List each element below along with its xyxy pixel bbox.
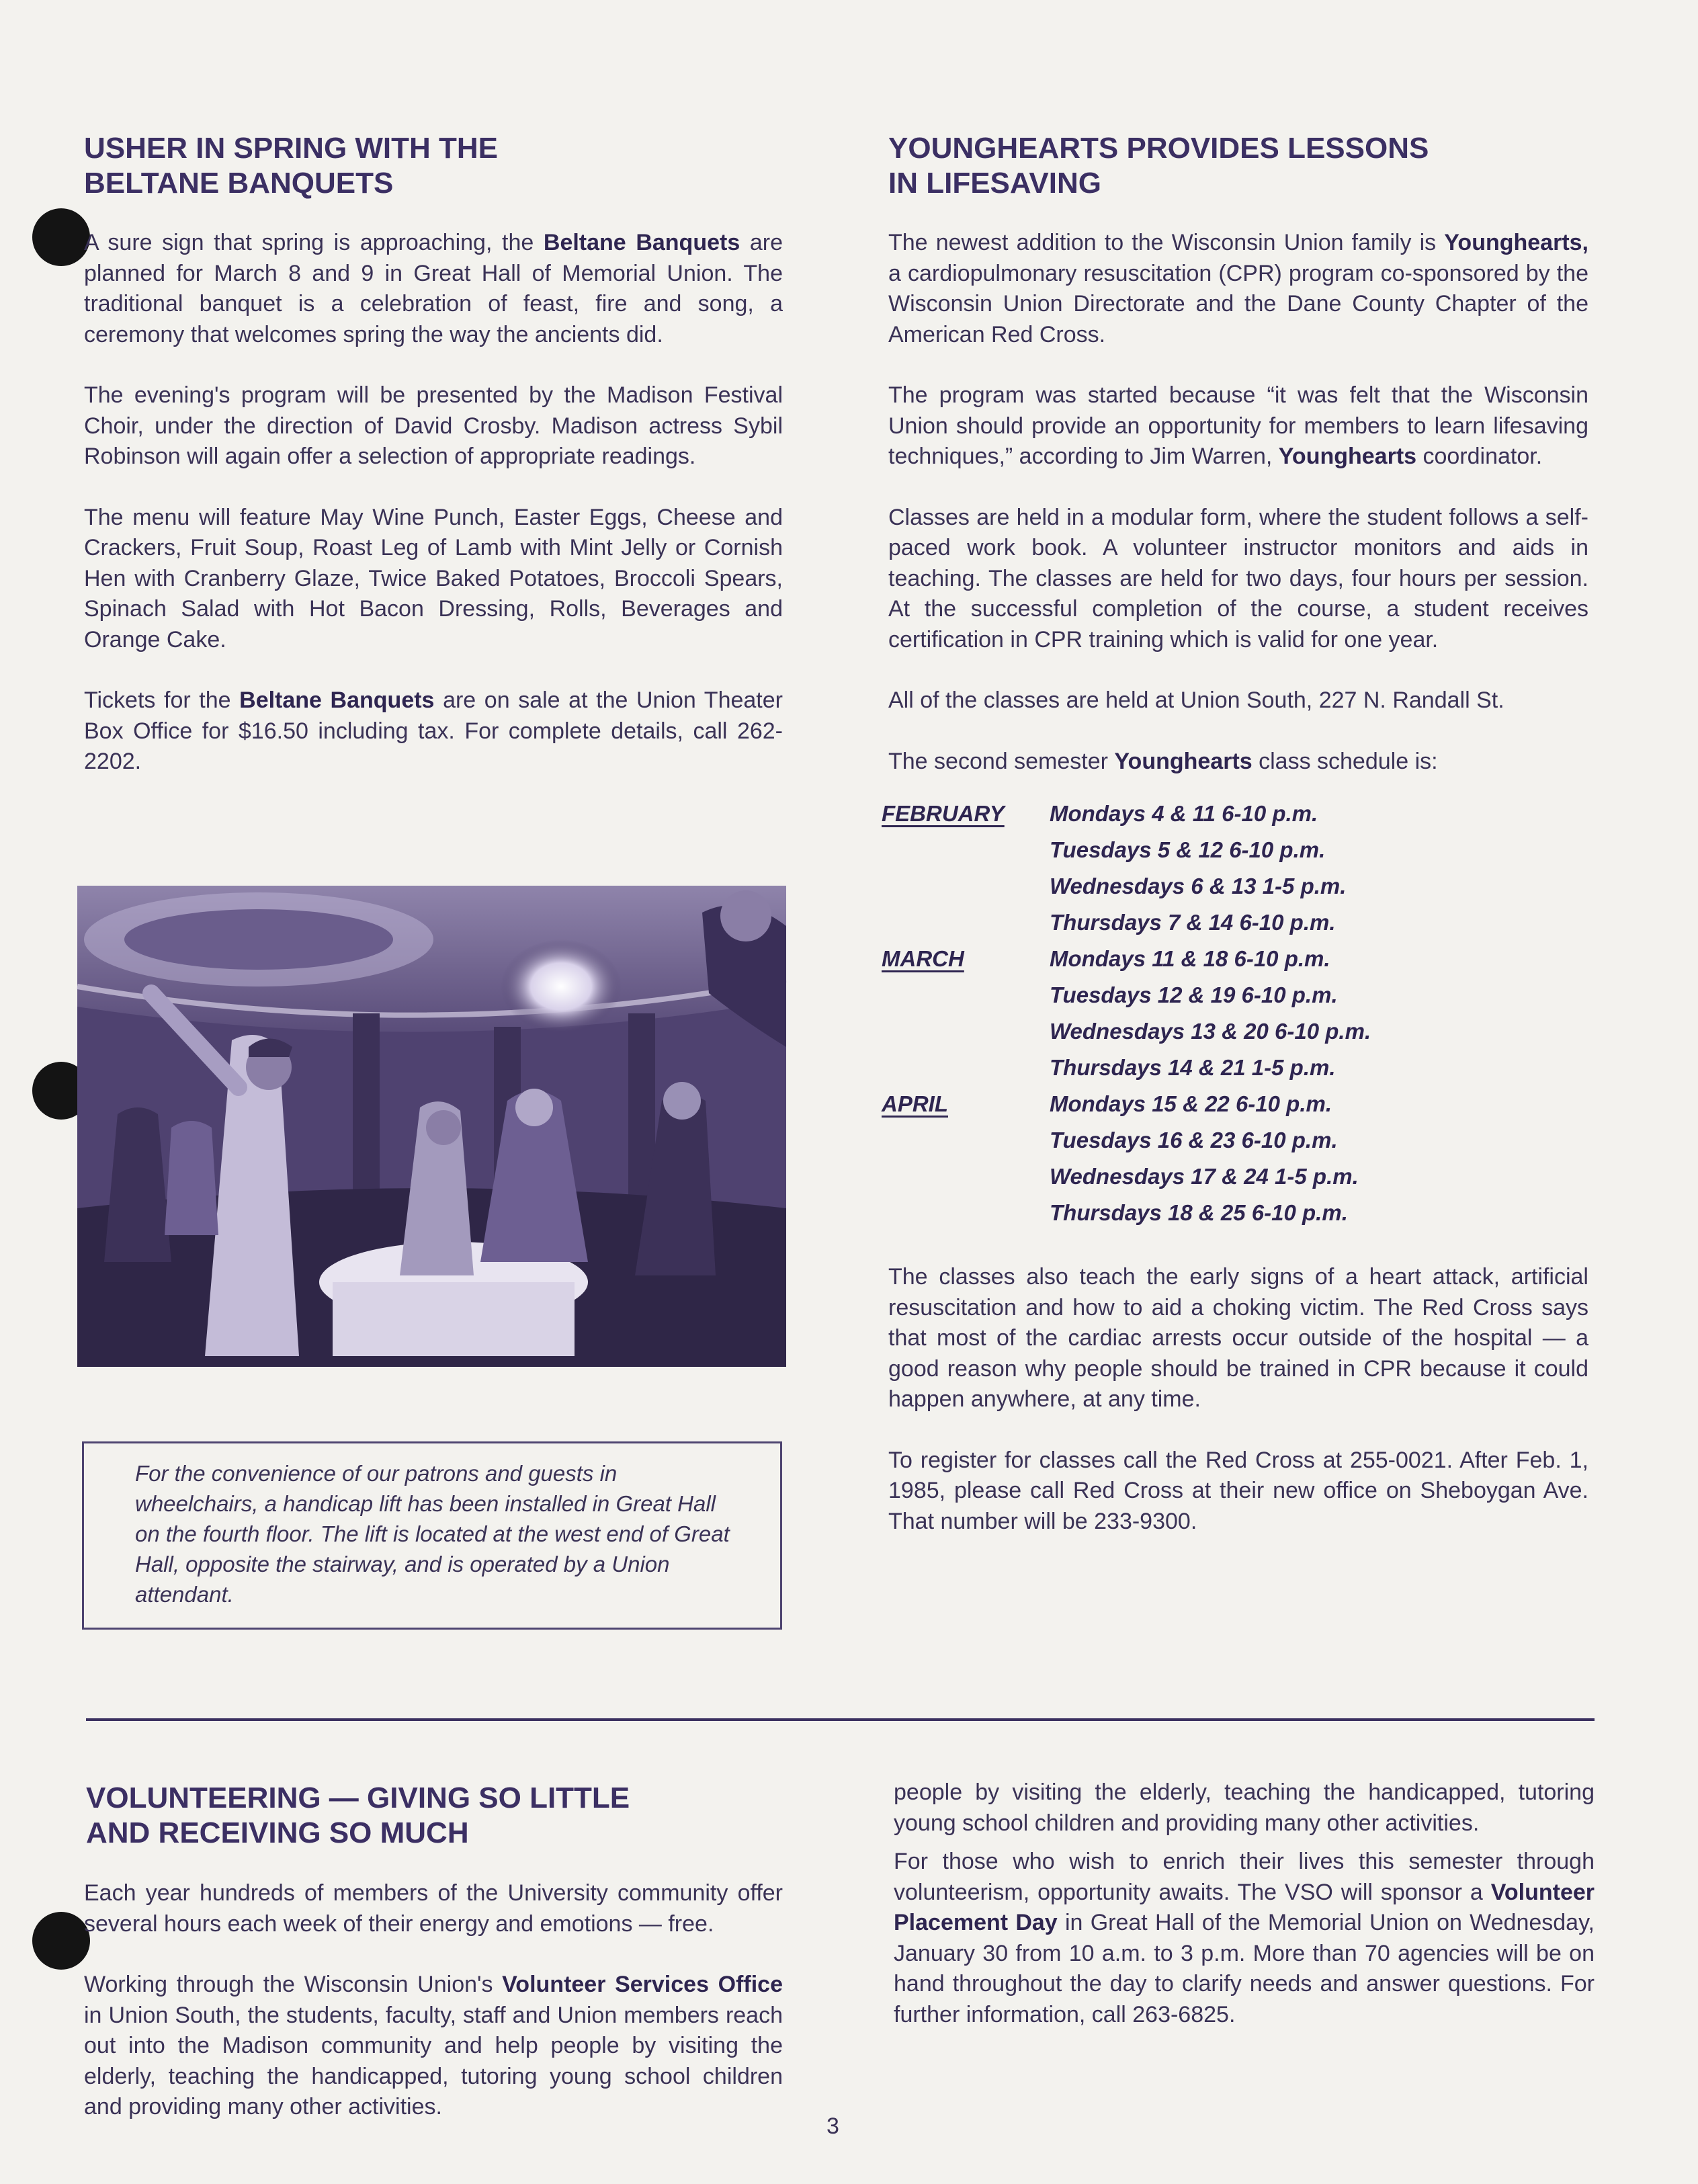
- schedule-entry: Tuesdays 12 & 19 6-10 p.m.: [1050, 982, 1338, 1007]
- younghearts-paragraph-7: To register for classes call the Red Cross at 255-0021. After Feb. 1, 1985, please call Red Cross at their new office on Sheboygan Ave. That number will be 233-9300.: [888, 1447, 1588, 1534]
- volunteering-column-left: [84, 1878, 783, 2119]
- beltane-article: [84, 131, 783, 808]
- schedule-month-february: FEBRUARY: [882, 801, 1005, 826]
- handicap-lift-notice-text: For the convenience of our patrons and guests in wheelchairs, a handicap lift has been installed in Great Hall on the fourth floor. The lift is located at the west end of Great Hall, opposite the stairway, and is operated by a Union attendant.: [135, 1461, 730, 1607]
- page-number: 3: [826, 2113, 839, 2139]
- volunteering-paragraph-3: For those who wish to enrich their lives this semester through volunteerism, opportunity awaits. The VSO will sponsor a Volunteer Placement Day in Great Hall of the Memorial Union on Wednesday, January 30 from 10 a.m. to 3 p.m. More than 70 agencies will be on hand throughout the day to clarify needs and answer questions. For further information, call 263-6825.: [894, 1849, 1595, 2027]
- beltane-paragraph-3: The menu will feature May Wine Punch, Easter Eggs, Cheese and Crackers, Fruit Soup, Roast Leg of Lamb with Mint Jelly or Cornish Hen with Cranberry Glaze, Twice Baked Potatoes, Broccoli Spears, Spinach Salad with Hot Bacon Dressing, Rolls, Beverages and Orange Cake.: [84, 504, 783, 653]
- schedule-row: [882, 1159, 1588, 1195]
- younghearts-paragraph-6: The classes also teach the early signs of a heart attack, artificial resuscitation and how to aid a choking victim. The Red Cross says that most of the cardiac arrests occur outside of the hospital — a good reason why people should be trained in CPR because it could happen anywhere, at any time.: [888, 1264, 1588, 1412]
- volunteering-heading: [86, 1781, 785, 1851]
- schedule-entry: Mondays 11 & 18 6-10 p.m.: [1050, 946, 1330, 971]
- volunteering-paragraph-2-continued: people by visiting the elderly, teaching the handicapped, tutoring young school children and providing many other activities.: [894, 1779, 1595, 1836]
- volunteering-paragraph-2: Working through the Wisconsin Union's Volunteer Services Office in Union South, the students, faculty, staff and Union members reach out into the Madison community and help people by visiting the elderly, teaching the handicapped, tutoring young school children and providing many other activities.: [84, 1972, 783, 2119]
- volunteering-paragraph-1: Each year hundreds of members of the University community offer several hours each week of their energy and emotions — free.: [84, 1880, 783, 1937]
- schedule-month-april: APRIL: [882, 1091, 948, 1116]
- volunteering-heading-line1: VOLUNTEERING — GIVING SO LITTLE: [86, 1781, 630, 1814]
- schedule-entry: Thursdays 14 & 21 1-5 p.m.: [1050, 1055, 1336, 1080]
- younghearts-paragraph-4: All of the classes are held at Union South, 227 N. Randall St.: [888, 687, 1504, 713]
- schedule-entry: Tuesdays 5 & 12 6-10 p.m.: [1050, 837, 1326, 862]
- schedule-row: [882, 1013, 1588, 1050]
- schedule-row: [882, 1086, 1588, 1122]
- schedule-row: [882, 868, 1588, 905]
- handicap-lift-notice: [82, 1441, 782, 1630]
- schedule-row: [882, 1122, 1588, 1159]
- schedule-entry: Tuesdays 16 & 23 6-10 p.m.: [1050, 1128, 1338, 1152]
- beltane-heading-line1: USHER IN SPRING WITH THE: [84, 132, 499, 165]
- schedule-row: [882, 977, 1588, 1013]
- banquet-photo: [77, 886, 786, 1367]
- schedule-entry: Wednesdays 13 & 20 6-10 p.m.: [1050, 1019, 1371, 1044]
- beltane-paragraph-1: A sure sign that spring is approaching, the Beltane Banquets are planned for March 8 and 9 in Great Hall of Memorial Union. The traditional banquet is a celebration of feast, fire and song, a ceremony that welcomes spring the way the ancients did.: [84, 230, 783, 347]
- beltane-heading-line2: BELTANE BANQUETS: [84, 167, 394, 200]
- schedule-entry: Mondays 15 & 22 6-10 p.m.: [1050, 1091, 1332, 1116]
- schedule-row: [882, 796, 1588, 832]
- beltane-paragraph-2: The evening's program will be presented by the Madison Festival Choir, under the direction of David Crosby. Madison actress Sybil Robinson will again offer a selection of appropriate readings.: [84, 382, 783, 469]
- younghearts-paragraph-3: Classes are held in a modular form, where the student follows a self-paced work book. A volunteer instructor monitors and aids in teaching. The classes are held for two days, four hours per session. At the successful completion of the course, a student receives certification in CPR training which is valid for one year.: [888, 504, 1588, 653]
- beltane-paragraph-4: Tickets for the Beltane Banquets are on sale at the Union Theater Box Office for $16.50 including tax. For complete details, call 262-2202.: [84, 687, 783, 774]
- schedule-entry: Thursdays 7 & 14 6-10 p.m.: [1050, 910, 1336, 935]
- schedule-entry: Thursdays 18 & 25 6-10 p.m.: [1050, 1200, 1348, 1225]
- schedule-month-march: MARCH: [882, 946, 964, 971]
- younghearts-heading-line2: IN LIFESAVING: [888, 167, 1101, 200]
- schedule-row: [882, 1050, 1588, 1086]
- younghearts-heading-line1: YOUNGHEARTS PROVIDES LESSONS: [888, 132, 1429, 165]
- schedule-row: [882, 941, 1588, 977]
- schedule-entry: Mondays 4 & 11 6-10 p.m.: [1050, 801, 1318, 826]
- banquet-photo-illustration: [77, 886, 786, 1367]
- schedule-row: [882, 832, 1588, 868]
- punch-hole-bottom: [32, 1912, 90, 1970]
- section-divider: [86, 1718, 1595, 1721]
- volunteering-heading-block: [86, 1781, 785, 1851]
- punch-hole-top: [32, 208, 90, 266]
- volunteering-heading-line2: AND RECEIVING SO MUCH: [86, 1816, 469, 1849]
- schedule-row: [882, 1195, 1588, 1231]
- volunteering-column-right: [894, 1777, 1595, 2060]
- beltane-heading: [84, 131, 783, 201]
- class-schedule: [882, 796, 1588, 1231]
- schedule-entry: Wednesdays 17 & 24 1-5 p.m.: [1050, 1164, 1359, 1189]
- younghearts-paragraph-1: The newest addition to the Wisconsin Union family is Younghearts, a cardiopulmonary resuscitation (CPR) program co-sponsored by the Wisconsin Union Directorate and the Dane County Chapter of the American Red Cross.: [888, 230, 1588, 347]
- schedule-entry: Wednesdays 6 & 13 1-5 p.m.: [1050, 874, 1347, 898]
- younghearts-article: [882, 131, 1588, 1567]
- younghearts-paragraph-2: The program was started because “it was felt that the Wisconsin Union should provide an opportunity for members to learn lifesaving techniques,” according to Jim Warren, Younghearts coordinator.: [888, 382, 1588, 469]
- schedule-row: [882, 905, 1588, 941]
- younghearts-paragraph-5: The second semester Younghearts class schedule is:: [888, 748, 1438, 774]
- younghearts-heading: [888, 131, 1588, 201]
